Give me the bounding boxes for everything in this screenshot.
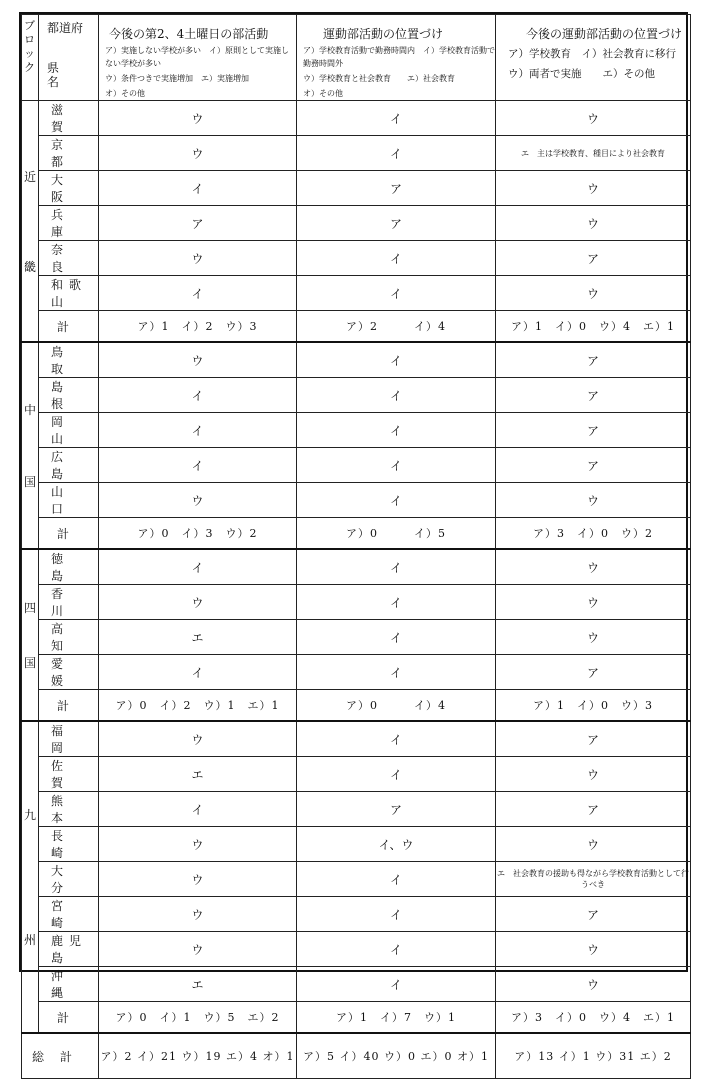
table-row	[22, 862, 691, 897]
answer-c3: ウ	[496, 585, 691, 620]
answer-c3: エ 社会教育の援助も得ながら学校教育活動として行うべき	[496, 862, 691, 897]
answer-c2: イ	[297, 101, 496, 136]
answer-c1: ウ	[99, 932, 297, 967]
answer-c2: ア	[297, 206, 496, 241]
answer-c2: イ	[297, 342, 496, 378]
block-total-c3: ア）3 イ）0 ウ）2	[496, 518, 691, 550]
block-name-cell	[22, 342, 39, 549]
table-row	[22, 792, 691, 827]
table-row	[22, 378, 691, 413]
header-col1: 今後の第2、4土曜日の部活動 ア）実施しない学校が多い イ）原則として実施しない学校が多い ウ）条件つきで実施増加 エ）実施増加 オ）その他	[99, 15, 297, 101]
block-name-char: 国	[23, 656, 36, 670]
answer-c1: ウ	[99, 483, 297, 518]
answer-c2: イ、ウ	[297, 827, 496, 862]
answer-c2: イ	[297, 448, 496, 483]
answer-c2: イ	[297, 276, 496, 311]
answer-c1: ウ	[99, 136, 297, 171]
table-row	[22, 342, 691, 378]
header-block: ブ ロ ッ ク	[22, 15, 39, 101]
header-prefecture: 都道府 県 名	[39, 15, 99, 101]
block-name-char: 近	[23, 169, 36, 184]
answer-c1: イ	[99, 792, 297, 827]
table-row	[22, 757, 691, 792]
answer-c1: エ	[99, 757, 297, 792]
block-name-cell	[22, 549, 39, 721]
block-name-char: 九	[23, 808, 36, 822]
block-total-c1: ア）0 イ）2 ウ）1 エ）1	[99, 690, 297, 722]
answer-c2: イ	[297, 862, 496, 897]
answer-c2: イ	[297, 585, 496, 620]
block-total-c2: ア）0 イ）5	[297, 518, 496, 550]
block-total-row	[22, 518, 691, 550]
table-row	[22, 655, 691, 690]
header-row	[22, 15, 691, 101]
prefecture-name: 島 根	[39, 378, 99, 413]
answer-c1: イ	[99, 655, 297, 690]
answer-c2: イ	[297, 483, 496, 518]
prefecture-name: 山 口	[39, 483, 99, 518]
answer-c2: イ	[297, 967, 496, 1002]
grand-total-col2: ア）5 イ）40 ウ）0 エ）0 オ）1	[297, 1033, 496, 1079]
answer-c2: イ	[297, 620, 496, 655]
answer-c1: イ	[99, 171, 297, 206]
table-row	[22, 897, 691, 932]
prefecture-name: 大 分	[39, 862, 99, 897]
prefecture-name: 京 都	[39, 136, 99, 171]
answer-c3: ウ	[496, 967, 691, 1002]
prefecture-name: 沖 縄	[39, 967, 99, 1002]
prefecture-name: 佐 賀	[39, 757, 99, 792]
prefecture-name: 岡 山	[39, 413, 99, 448]
answer-c2: イ	[297, 413, 496, 448]
grand-total-col1: ア）2 イ）21 ウ）19 エ）4 オ）1	[99, 1033, 297, 1079]
prefecture-name: 兵 庫	[39, 206, 99, 241]
table-row	[22, 413, 691, 448]
table-row	[22, 620, 691, 655]
table-row	[22, 967, 691, 1002]
answer-c2: イ	[297, 549, 496, 585]
answer-c3: ウ	[496, 757, 691, 792]
block-total-c3: ア）3 イ）0 ウ）4 エ）1	[496, 1002, 691, 1034]
answer-c3: ウ	[496, 549, 691, 585]
answer-c3: ア	[496, 897, 691, 932]
answer-c3: ア	[496, 655, 691, 690]
prefecture-name: 長 崎	[39, 827, 99, 862]
answer-c3: ウ	[496, 101, 691, 136]
answer-c1: イ	[99, 549, 297, 585]
answer-c2: イ	[297, 721, 496, 757]
prefecture-name: 高 知	[39, 620, 99, 655]
table-row	[22, 136, 691, 171]
answer-c3: ウ	[496, 483, 691, 518]
table-body	[22, 101, 691, 1034]
block-name-char: 国	[23, 475, 36, 490]
header-col2: 運動部活動の位置づけ ア）学校教育活動で勤務時間内 イ）学校教育活動で勤務時間外 ウ）学校教育と社会教育 エ）社会教育 オ）その他	[297, 15, 496, 101]
table-row	[22, 276, 691, 311]
table-row	[22, 171, 691, 206]
answer-c2: ア	[297, 792, 496, 827]
block-total-c3: ア）1 イ）0 ウ）4 エ）1	[496, 311, 691, 343]
block-total-c1: ア）0 イ）3 ウ）2	[99, 518, 297, 550]
table-row	[22, 932, 691, 967]
block-total-c2: ア）1 イ）7 ウ）1	[297, 1002, 496, 1034]
block-name-char: 四	[23, 601, 36, 615]
answer-c2: イ	[297, 136, 496, 171]
answer-c3: ア	[496, 342, 691, 378]
prefecture-name: 宮 崎	[39, 897, 99, 932]
answer-c2: イ	[297, 241, 496, 276]
table-row	[22, 549, 691, 585]
table-row	[22, 206, 691, 241]
answer-c1: ウ	[99, 827, 297, 862]
answer-c1: ウ	[99, 897, 297, 932]
answer-c2: イ	[297, 932, 496, 967]
answer-c3: エ 主は学校教育、種目により社会教育	[496, 136, 691, 171]
prefecture-name: 鹿児島	[39, 932, 99, 967]
answer-c1: イ	[99, 413, 297, 448]
answer-c3: ウ	[496, 620, 691, 655]
block-name-char: 中	[23, 402, 36, 417]
table-row	[22, 827, 691, 862]
answer-c3: ウ	[496, 932, 691, 967]
answer-c1: ウ	[99, 585, 297, 620]
block-total-c3: ア）1 イ）0 ウ）3	[496, 690, 691, 722]
block-total-row	[22, 311, 691, 343]
answer-c1: エ	[99, 620, 297, 655]
block-name-cell	[22, 721, 39, 1033]
table-row	[22, 101, 691, 136]
club-activity-table	[21, 14, 691, 1079]
answer-c1: ウ	[99, 721, 297, 757]
block-total-c1: ア）1 イ）2 ウ）3	[99, 311, 297, 343]
answer-c3: ウ	[496, 276, 691, 311]
grand-total-label: 総計	[22, 1033, 99, 1079]
block-name-cell	[22, 101, 39, 343]
prefecture-name: 鳥 取	[39, 342, 99, 378]
prefecture-name: 奈 良	[39, 241, 99, 276]
prefecture-name: 福 岡	[39, 721, 99, 757]
block-name-char: 州	[23, 933, 36, 947]
prefecture-name: 熊 本	[39, 792, 99, 827]
block-total-label: 計	[39, 518, 99, 550]
block-name-char: 畿	[23, 259, 36, 274]
answer-c3: ウ	[496, 206, 691, 241]
survey-table-sheet	[19, 12, 689, 1064]
block-total-row	[22, 690, 691, 722]
grand-total-col3: ア）13 イ）1 ウ）31 エ）2	[496, 1033, 691, 1079]
table-row	[22, 585, 691, 620]
grand-total-row	[22, 1033, 691, 1079]
table-row	[22, 721, 691, 757]
prefecture-name: 愛 媛	[39, 655, 99, 690]
answer-c3: ア	[496, 413, 691, 448]
block-total-c1: ア）0 イ）1 ウ）5 エ）2	[99, 1002, 297, 1034]
prefecture-name: 広 島	[39, 448, 99, 483]
answer-c1: ア	[99, 206, 297, 241]
answer-c1: ウ	[99, 342, 297, 378]
answer-c1: イ	[99, 276, 297, 311]
prefecture-name: 和歌山	[39, 276, 99, 311]
header-col3: 今後の運動部活動の位置づけ ア）学校教育 イ）社会教育に移行 ウ）両者で実施 エ）その他	[496, 15, 691, 101]
block-total-c2: ア）0 イ）4	[297, 690, 496, 722]
block-total-label: 計	[39, 1002, 99, 1034]
answer-c3: ウ	[496, 827, 691, 862]
answer-c2: イ	[297, 378, 496, 413]
answer-c2: イ	[297, 655, 496, 690]
answer-c2: ア	[297, 171, 496, 206]
answer-c1: イ	[99, 378, 297, 413]
answer-c3: ア	[496, 241, 691, 276]
answer-c1: ウ	[99, 241, 297, 276]
table-row	[22, 483, 691, 518]
table-row	[22, 241, 691, 276]
answer-c3: ウ	[496, 171, 691, 206]
answer-c2: イ	[297, 757, 496, 792]
answer-c3: ア	[496, 378, 691, 413]
answer-c1: ウ	[99, 862, 297, 897]
block-total-row	[22, 1002, 691, 1034]
answer-c1: イ	[99, 448, 297, 483]
prefecture-name: 徳 島	[39, 549, 99, 585]
block-total-label: 計	[39, 311, 99, 343]
answer-c2: イ	[297, 897, 496, 932]
block-total-label: 計	[39, 690, 99, 722]
prefecture-name: 大 阪	[39, 171, 99, 206]
prefecture-name: 香 川	[39, 585, 99, 620]
table-row	[22, 448, 691, 483]
answer-c3: ア	[496, 792, 691, 827]
answer-c3: ア	[496, 448, 691, 483]
prefecture-name: 滋 賀	[39, 101, 99, 136]
answer-c1: エ	[99, 967, 297, 1002]
answer-c3: ア	[496, 721, 691, 757]
answer-c1: ウ	[99, 101, 297, 136]
block-total-c2: ア）2 イ）4	[297, 311, 496, 343]
